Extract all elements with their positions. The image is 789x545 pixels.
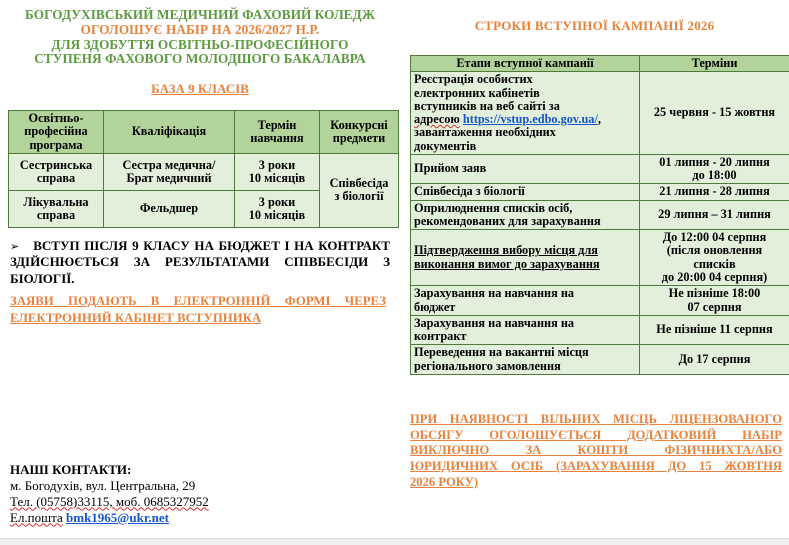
programs-header-program-l3: програма — [29, 137, 83, 152]
competition-subject-cell — [320, 153, 399, 227]
additional-enrollment-note-l1: ПРИ НАЯВНОСТІ ВІЛЬНИХ МІСЦЬ ЛІЦЕНЗОВАНОГО — [410, 412, 782, 426]
schedule-stage-0-url-label: адресою — [414, 112, 460, 127]
schedule-term-2-l1: 21 липня - 28 липня — [659, 184, 770, 199]
schedule-stage-3 — [411, 200, 640, 230]
table-row — [411, 230, 789, 286]
schedule-stage-7-l1: Переведення на вакантні місця — [414, 345, 589, 360]
schedule-term-0 — [640, 72, 789, 155]
schedule-stage-6-l2: контракт — [414, 329, 467, 344]
duration-0-l1: 3 роки — [258, 157, 296, 172]
electronic-application-note — [10, 293, 386, 326]
program-name-0-l2: справа — [36, 170, 76, 185]
table-row — [411, 72, 789, 155]
schedule-term-4-l4: до 20:00 04 серпня) — [661, 269, 768, 284]
table-row — [411, 184, 789, 200]
programs-header-program-l2: професійна — [24, 124, 88, 139]
programs-header-duration — [235, 111, 320, 154]
title-line-announcement: ОГОЛОШУЄ НАБІР НА 2026/2027 Н.Р. — [80, 21, 320, 37]
schedule-stage-3-l2: рекомендованих для зарахування — [414, 213, 601, 228]
contacts-title: НАШІ КОНТАКТИ: — [10, 462, 132, 477]
programs-header-subjects-l2: предмети — [332, 130, 386, 145]
title-line-degree-purpose: ДЛЯ ЗДОБУТТЯ ОСВІТНЬО-ПРОФЕСІЙНОГО — [51, 36, 349, 52]
schedule-stage-4-l2: виконання вимог до зарахування — [414, 256, 600, 271]
contacts-address: м. Богодухів, вул. Центральна, 29 — [10, 477, 196, 493]
schedule-term-1 — [640, 154, 789, 184]
schedule-stage-4 — [411, 230, 640, 286]
schedule-stage-0-l2: електронних кабінетів — [414, 85, 540, 100]
competition-subject-l1: Співбесіда — [329, 176, 389, 191]
contacts-phones — [10, 494, 340, 510]
schedule-term-3 — [640, 200, 789, 230]
schedule-stage-4-l1: Підтвердження вибору місця для — [414, 243, 598, 258]
additional-enrollment-note — [410, 412, 782, 491]
right-column — [400, 0, 789, 538]
schedule-header-stage: Етапи вступної кампанії — [411, 56, 640, 72]
schedule-header-term: Терміни — [640, 56, 789, 72]
schedule-term-7-l1: До 17 серпня — [678, 351, 751, 366]
schedule-stage-0-l3: вступників на веб сайті за — [414, 98, 560, 113]
schedule-heading: СТРОКИ ВСТУПНОЇ КАМПАНІЇ 2026 — [474, 18, 715, 33]
schedule-term-5-l1: Не пізніше 18:00 — [668, 286, 761, 301]
programs-header-duration-l1: Термін — [257, 117, 297, 132]
contacts-email-line — [10, 510, 340, 526]
schedule-stage-7 — [411, 345, 640, 375]
programs-header-qualification: Кваліфікація — [104, 111, 235, 154]
programs-header-subjects — [320, 111, 399, 154]
duration-1-l2: 10 місяців — [248, 207, 306, 222]
schedule-term-4 — [640, 230, 789, 286]
title-line-degree-level: СТУПЕНЯ ФАХОВОГО МОЛОДШОГО БАКАЛАВРА — [34, 51, 366, 67]
table-row — [411, 154, 789, 184]
schedule-stage-6-l1: Зарахування на навчання на — [414, 315, 575, 330]
qualification-cell-1: Фельдшер — [104, 190, 235, 227]
arrow-bullet-icon: ➢ — [10, 240, 20, 253]
qualification-0-l1: Сестра медична/ — [122, 157, 216, 172]
schedule-stage-2 — [411, 184, 640, 200]
schedule-term-4-l3: списків — [693, 256, 736, 271]
programs-table — [8, 110, 399, 228]
schedule-term-5 — [640, 286, 789, 316]
schedule-stage-3-l1: Оприлюднення списків осіб, — [414, 200, 573, 215]
program-name-0-l1: Сестринська — [19, 157, 93, 172]
schedule-term-1-l1: 01 липня - 20 липня — [659, 154, 770, 169]
program-name-1-l2: справа — [36, 207, 76, 222]
additional-enrollment-note-l5: 2026 РОКУ) — [410, 474, 479, 489]
electronic-application-note-l2: ЕЛЕКТРОННИЙ КАБІНЕТ ВСТУПНИКА — [10, 310, 262, 325]
programs-header-program — [9, 111, 104, 154]
schedule-stage-0 — [411, 72, 640, 155]
table-row — [9, 153, 399, 190]
schedule-term-7 — [640, 345, 789, 375]
title-line-college: БОГОДУХІВСЬКИЙ МЕДИЧНИЙ ФАХОВИЙ КОЛЕДЖ — [25, 7, 375, 22]
schedule-stage-0-url-line: адресою https://vstup.edbo.gov.ua/, — [414, 112, 601, 127]
schedule-stage-7-l2: регіонального замовлення — [414, 358, 561, 373]
contacts-email-label: Ел.пошта — [10, 509, 63, 525]
schedule-term-1-l2: до 18:00 — [692, 168, 737, 183]
additional-enrollment-note-l2: ОБСЯГУ ОГОЛОШУЄТЬСЯ ДОДАТКОВИЙ НАБІР — [410, 427, 782, 442]
additional-enrollment-note-l4: ЮРИДИЧНИХ ОСІБ (ЗАРАХУВАННЯ ДО 15 ЖОВТНЯ — [410, 459, 782, 474]
schedule-term-5-l2: 07 серпня — [687, 299, 742, 314]
programs-header-subjects-l1: Конкурсні — [330, 117, 388, 132]
schedule-term-4-l1: До 12:00 04 серпня — [662, 230, 767, 245]
qualification-0-l2: Брат медичний — [126, 170, 212, 185]
schedule-term-0-l1: 25 червня - 15 жовтня — [653, 105, 776, 120]
admission-bullet-text: ВСТУП ПІСЛЯ 9 КЛАСУ НА БЮДЖЕТ І НА КОНТРАКТ ЗДІЙСНЮЄТЬСЯ ЗА РЕЗУЛЬТАТАМИ СПІВБЕСІДИ З БІОЛОГІЇ. — [10, 238, 390, 286]
contacts-phones-text: Тел. (05758)33115, моб. 0685327952 — [10, 493, 209, 509]
schedule-term-6 — [640, 315, 789, 345]
competition-subject-l2: з біології — [334, 189, 384, 204]
schedule-stage-5 — [411, 286, 640, 316]
contacts-block — [10, 462, 340, 525]
schedule-term-2 — [640, 184, 789, 200]
programs-table-wrapper — [8, 110, 389, 228]
schedule-stage-5-l1: Зарахування на навчання на — [414, 286, 575, 301]
programs-table-header-row — [9, 111, 399, 154]
contacts-email-link[interactable]: bmk1965@ukr.net — [66, 509, 170, 525]
table-row — [411, 315, 789, 345]
page-bottom-edge — [0, 538, 789, 545]
schedule-stage-6 — [411, 315, 640, 345]
duration-1-l1: 3 роки — [258, 194, 296, 209]
schedule-table — [410, 55, 789, 375]
schedule-stage-1-l1: Прийом заяв — [414, 161, 487, 176]
schedule-stage-0-l1: Реєстрація особистих — [414, 72, 533, 87]
programs-header-duration-l2: навчання — [250, 130, 304, 145]
schedule-term-3-l1: 29 липня – 31 липня — [658, 207, 771, 222]
duration-0-l2: 10 місяців — [248, 170, 306, 185]
electronic-application-note-l1: ЗАЯВИ ПОДАЮТЬ В ЕЛЕКТРОННІЙ ФОРМІ ЧЕРЕЗ — [10, 294, 386, 308]
schedule-term-4-l2: (після оновлення — [666, 243, 763, 258]
program-name-cell-1 — [9, 190, 104, 227]
base-heading-label: БАЗА 9 КЛАСІВ — [151, 81, 249, 97]
schedule-stage-2-l1: Співбесіда з біології — [414, 184, 525, 199]
additional-enrollment-note-l3: ВИКЛЮЧНО ЗА КОШТИ ФІЗИЧНИХТА/АБО — [410, 443, 782, 458]
admission-bullet-paragraph — [10, 238, 390, 287]
schedule-stage-5-l2: бюджет — [414, 299, 456, 314]
program-name-cell-0 — [9, 153, 104, 190]
schedule-table-header-row — [411, 56, 789, 72]
qualification-cell-0 — [104, 153, 235, 190]
duration-cell-0 — [235, 153, 320, 190]
table-row — [411, 345, 789, 375]
schedule-stage-0-l6: документів — [414, 138, 477, 153]
programs-header-program-l1: Освітньо- — [28, 111, 84, 125]
schedule-term-6-l1: Не пізніше 11 серпня — [656, 322, 773, 337]
schedule-stage-0-l5: завантаження необхідних — [414, 125, 556, 140]
table-row — [411, 200, 789, 230]
vstup-edbo-link[interactable]: https://vstup.edbo.gov.ua/ — [462, 112, 598, 127]
base-heading — [0, 81, 400, 97]
program-name-1-l1: Лікувальна — [23, 194, 89, 209]
table-row — [411, 286, 789, 316]
main-title-block — [0, 8, 400, 67]
schedule-table-wrapper — [410, 55, 775, 375]
duration-cell-1 — [235, 190, 320, 227]
schedule-stage-1 — [411, 154, 640, 184]
